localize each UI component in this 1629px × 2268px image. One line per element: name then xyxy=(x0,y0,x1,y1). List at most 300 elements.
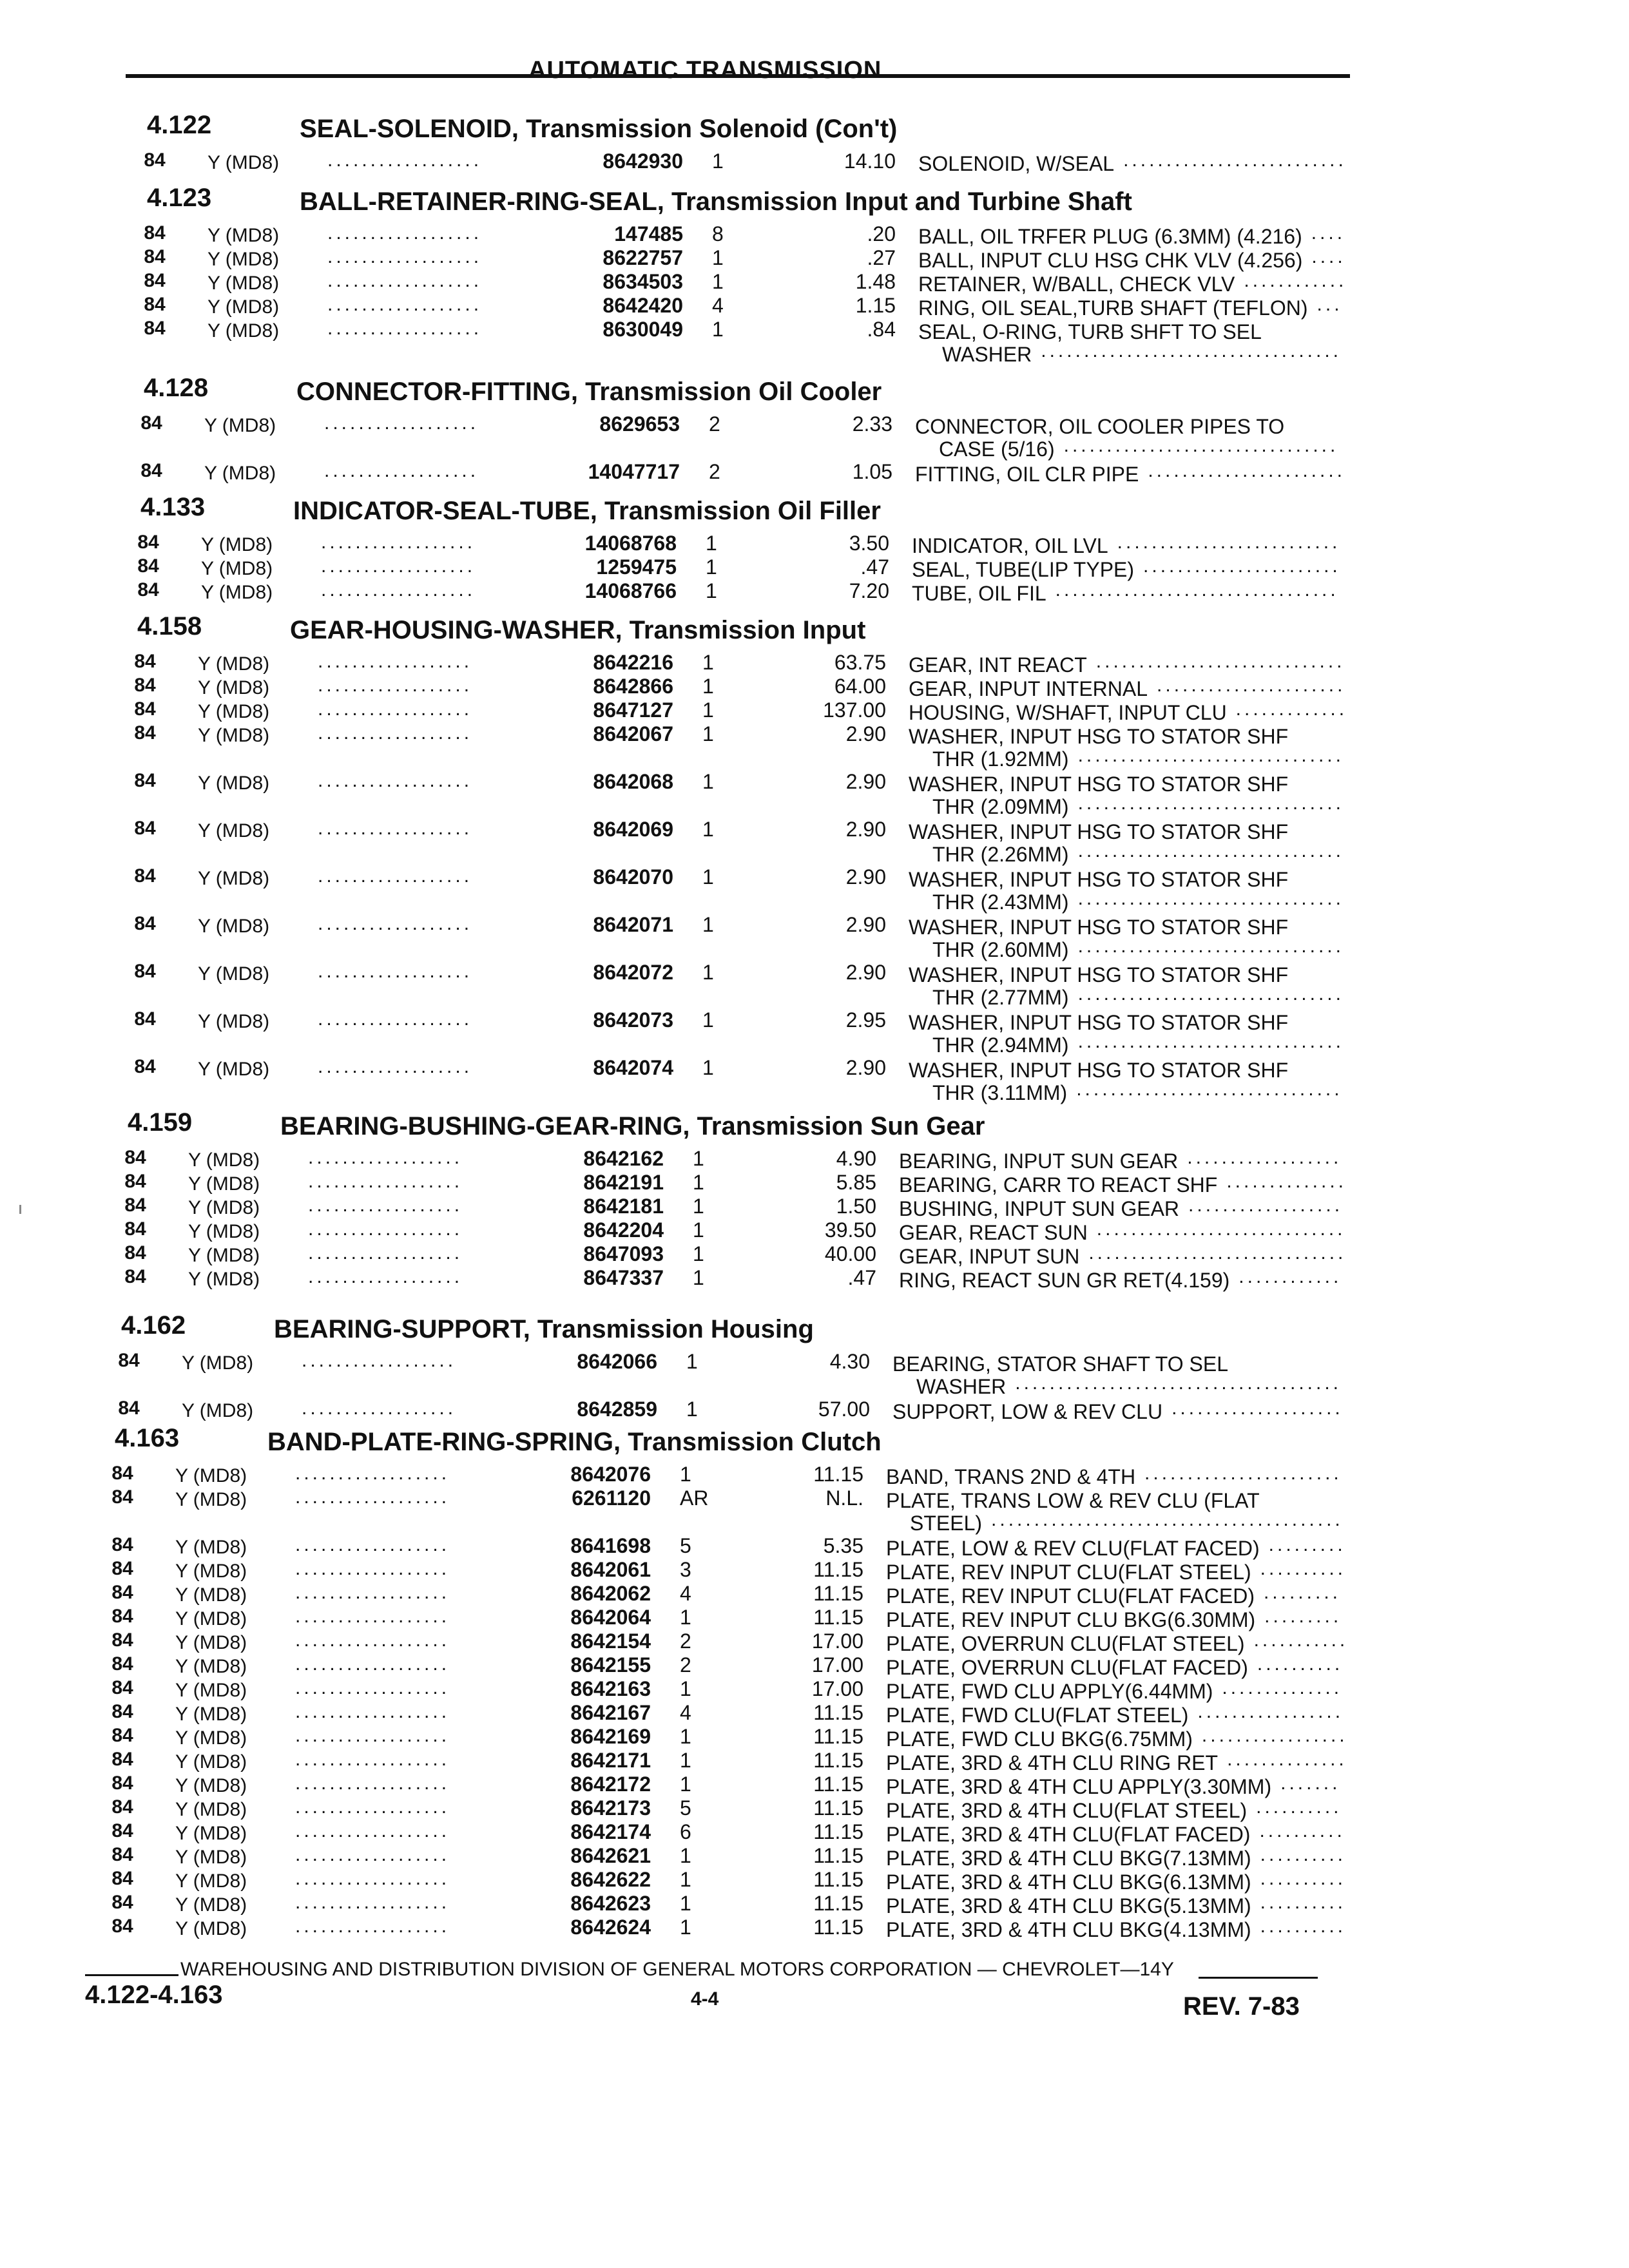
leader-dots: .................. xyxy=(295,1701,450,1722)
part-number: 6261120 xyxy=(572,1486,651,1510)
description-leader-dots: .... xyxy=(1311,246,1346,267)
description-leader-dots: .................. xyxy=(1187,1147,1342,1168)
leader-dots: .................. xyxy=(295,1725,450,1746)
model-year: 84 xyxy=(111,1796,133,1818)
price: 40.00 xyxy=(824,1242,876,1265)
description-leader-dots: .......... xyxy=(1257,1653,1344,1675)
leader-dots: .................. xyxy=(302,1350,457,1371)
description-leader-dots: .......... xyxy=(1260,1558,1347,1579)
model-code: Y (MD8) xyxy=(201,534,273,555)
table-row xyxy=(97,1628,1629,1655)
footer-page-number: 4-4 xyxy=(691,1988,719,2010)
model-year: 84 xyxy=(144,270,166,291)
part-number: 8642420 xyxy=(602,294,683,317)
part-number: 8642172 xyxy=(570,1773,651,1796)
part-number: 8642072 xyxy=(593,961,673,984)
part-number: 14068766 xyxy=(584,579,677,602)
description-leader-dots: ............ xyxy=(1244,270,1347,291)
quantity: 1 xyxy=(702,698,714,722)
parts-section xyxy=(103,1298,1629,1423)
leader-dots: .................. xyxy=(327,294,483,315)
section-header xyxy=(122,480,1629,530)
part-number: 8642204 xyxy=(583,1218,664,1242)
table-row xyxy=(119,864,1629,912)
model-year: 84 xyxy=(134,698,156,720)
part-number: 8647093 xyxy=(583,1242,664,1265)
price: .47 xyxy=(860,555,889,579)
part-description: CONNECTOR, OIL COOLER PIPES TO xyxy=(915,415,1285,438)
part-number: 8642171 xyxy=(570,1749,651,1772)
part-number: 8642621 xyxy=(570,1844,651,1867)
price: 11.15 xyxy=(813,1916,863,1939)
model-code: Y (MD8) xyxy=(204,415,276,436)
model-year: 84 xyxy=(111,1916,133,1937)
part-description-cont: THR (2.94MM) xyxy=(932,1033,1069,1057)
table-row xyxy=(119,649,1629,677)
quantity: 1 xyxy=(693,1147,704,1170)
part-description: PLATE, REV INPUT CLU BKG(6.30MM) xyxy=(886,1608,1256,1631)
parts-section xyxy=(126,361,1629,486)
part-number: 8642070 xyxy=(593,865,673,889)
table-row xyxy=(129,148,1629,175)
quantity: 1 xyxy=(706,555,717,579)
model-year: 84 xyxy=(111,1701,133,1722)
table-row xyxy=(129,293,1629,320)
model-year: 84 xyxy=(134,961,156,982)
model-code: Y (MD8) xyxy=(207,249,280,270)
parts-section xyxy=(110,1095,1629,1292)
part-description: RING, OIL SEAL,TURB SHAFT (TEFLON) xyxy=(918,296,1308,320)
model-code: Y (MD8) xyxy=(175,1561,247,1582)
part-number: 14047717 xyxy=(588,460,680,483)
part-number: 8629653 xyxy=(599,412,680,436)
description-leader-dots: ............................... xyxy=(1076,1079,1343,1100)
quantity: 1 xyxy=(706,532,717,555)
price: 17.00 xyxy=(811,1653,863,1677)
part-description: TUBE, OIL FIL xyxy=(912,582,1046,605)
leader-dots: .................. xyxy=(318,1008,473,1030)
section-number: 4.163 xyxy=(115,1424,180,1452)
part-number: 8642181 xyxy=(583,1195,664,1218)
part-number: 8630049 xyxy=(602,318,683,341)
model-code: Y (MD8) xyxy=(198,677,270,698)
part-description: PLATE, 3RD & 4TH CLU RING RET xyxy=(886,1751,1219,1774)
model-code: Y (MD8) xyxy=(175,1537,247,1558)
price: 2.90 xyxy=(845,961,886,984)
part-description: SEAL, TUBE(LIP TYPE) xyxy=(912,558,1135,581)
price: 7.20 xyxy=(849,579,889,602)
leader-dots: .................. xyxy=(327,318,483,339)
part-description: PLATE, OVERRUN CLU(FLAT FACED) xyxy=(886,1656,1248,1679)
model-code: Y (MD8) xyxy=(207,225,280,246)
model-year: 84 xyxy=(111,1820,133,1841)
price: 2.90 xyxy=(845,913,886,936)
table-row xyxy=(97,1533,1629,1560)
model-code: Y (MD8) xyxy=(175,1894,247,1916)
quantity: 2 xyxy=(680,1653,691,1677)
quantity: 1 xyxy=(680,1773,691,1796)
model-year: 84 xyxy=(118,1350,140,1371)
model-year: 84 xyxy=(111,1463,133,1484)
model-year: 84 xyxy=(137,555,159,577)
part-number: 8642162 xyxy=(583,1147,664,1170)
part-number: 14068768 xyxy=(584,532,677,555)
leader-dots: .................. xyxy=(318,675,473,696)
table-row xyxy=(103,1349,1629,1396)
model-code: Y (MD8) xyxy=(175,1918,247,1939)
part-number: 8642859 xyxy=(577,1398,657,1421)
part-number: 8642071 xyxy=(593,913,673,936)
table-row xyxy=(126,459,1629,486)
quantity: 1 xyxy=(680,1749,691,1772)
part-description-cont: THR (1.92MM) xyxy=(932,747,1069,771)
description-leader-dots: ................. xyxy=(1197,1701,1344,1722)
quantity: 1 xyxy=(693,1266,704,1289)
part-description-cont: WASHER xyxy=(942,343,1032,366)
part-number: 8642163 xyxy=(570,1677,651,1700)
price: 39.50 xyxy=(824,1218,876,1242)
description-leader-dots: ............................... xyxy=(1077,1031,1344,1052)
description-leader-dots: ............................... xyxy=(1077,745,1344,766)
model-year: 84 xyxy=(124,1195,146,1216)
description-leader-dots: ...................... xyxy=(1157,675,1346,696)
quantity: 1 xyxy=(702,1056,714,1079)
table-row xyxy=(119,816,1629,864)
price: 11.15 xyxy=(813,1725,863,1748)
leader-dots: .................. xyxy=(295,1844,450,1865)
leader-dots: .................. xyxy=(295,1463,450,1484)
description-leader-dots: .............. xyxy=(1227,1749,1347,1770)
model-year: 84 xyxy=(124,1218,146,1240)
table-row xyxy=(97,1795,1629,1822)
part-number: 8642191 xyxy=(583,1171,664,1194)
part-description: PLATE, OVERRUN CLU(FLAT STEEL) xyxy=(886,1632,1245,1655)
part-description: PLATE, FWD CLU APPLY(6.44MM) xyxy=(886,1680,1213,1703)
table-row xyxy=(97,1843,1629,1870)
leader-dots: .................. xyxy=(295,1534,450,1555)
model-year: 84 xyxy=(124,1147,146,1168)
part-description: WASHER, INPUT HSG TO STATOR SHF xyxy=(909,868,1289,891)
quantity: 1 xyxy=(686,1398,698,1421)
table-row xyxy=(129,316,1629,364)
quantity: 1 xyxy=(680,1463,691,1486)
model-year: 84 xyxy=(111,1677,133,1698)
price: .47 xyxy=(847,1266,876,1289)
description-leader-dots: .... xyxy=(1311,222,1346,244)
quantity: 1 xyxy=(680,1725,691,1748)
part-description: BAND, TRANS 2ND & 4TH xyxy=(886,1465,1136,1488)
part-number: 8634503 xyxy=(602,270,683,293)
quantity: 1 xyxy=(702,651,714,674)
model-code: Y (MD8) xyxy=(198,1059,270,1080)
part-number: 8642068 xyxy=(593,770,673,793)
leader-dots: .................. xyxy=(295,1606,450,1627)
quantity: 1 xyxy=(680,1844,691,1867)
description-leader-dots: .............. xyxy=(1226,1171,1347,1192)
model-code: Y (MD8) xyxy=(175,1489,247,1510)
model-year: 84 xyxy=(134,651,156,672)
part-description: SEAL, O-RING, TURB SHFT TO SEL xyxy=(918,320,1262,343)
section-number: 4.158 xyxy=(137,612,202,640)
table-row xyxy=(110,1169,1629,1196)
part-description-cont: THR (2.09MM) xyxy=(932,795,1069,818)
model-year: 84 xyxy=(134,818,156,839)
table-row xyxy=(97,1771,1629,1798)
model-year: 84 xyxy=(111,1486,133,1508)
part-description: WASHER, INPUT HSG TO STATOR SHF xyxy=(909,916,1289,939)
part-description: PLATE, FWD CLU BKG(6.75MM) xyxy=(886,1727,1193,1751)
model-year: 84 xyxy=(111,1868,133,1889)
table-row xyxy=(97,1747,1629,1774)
model-year: 84 xyxy=(144,246,166,267)
table-row xyxy=(119,769,1629,816)
section-number: 4.122 xyxy=(147,111,212,139)
quantity: 1 xyxy=(693,1171,704,1194)
model-year: 84 xyxy=(140,460,162,481)
table-row xyxy=(119,912,1629,959)
quantity: 1 xyxy=(702,913,714,936)
price: 11.15 xyxy=(813,1820,863,1843)
model-code: Y (MD8) xyxy=(198,820,270,841)
description-leader-dots: ....... xyxy=(1280,1773,1341,1794)
quantity: 1 xyxy=(693,1242,704,1265)
section-title: BEARING-BUSHING-GEAR-RING, Transmission Sun Gear xyxy=(280,1112,985,1140)
part-description: BEARING, INPUT SUN GEAR xyxy=(899,1149,1179,1173)
leader-dots: .................. xyxy=(295,1629,450,1651)
table-row xyxy=(97,1676,1629,1703)
model-year: 84 xyxy=(140,412,162,434)
model-year: 84 xyxy=(144,294,166,315)
model-code: Y (MD8) xyxy=(198,916,270,937)
description-leader-dots: ............. xyxy=(1235,698,1348,720)
part-number: 8642216 xyxy=(593,651,673,674)
quantity: 1 xyxy=(702,770,714,793)
footer-rule-left xyxy=(85,1974,178,1976)
table-row xyxy=(122,578,1629,605)
price: 17.00 xyxy=(811,1677,863,1700)
model-code: Y (MD8) xyxy=(188,1221,260,1242)
leader-dots: .................. xyxy=(318,722,473,744)
section-title: BAND-PLATE-RING-SPRING, Transmission Clutch xyxy=(267,1428,882,1456)
part-description: RING, REACT SUN GR RET(4.159) xyxy=(899,1269,1230,1292)
part-description: INDICATOR, OIL LVL xyxy=(912,534,1108,557)
page-title: AUTOMATIC TRANSMISSION xyxy=(528,57,882,84)
model-code: Y (MD8) xyxy=(207,273,280,294)
price: 2.33 xyxy=(852,412,892,436)
quantity: 1 xyxy=(712,246,724,269)
table-row xyxy=(110,1193,1629,1220)
description-leader-dots: .................... xyxy=(1171,1398,1344,1419)
leader-dots: .................. xyxy=(327,149,483,171)
model-code: Y (MD8) xyxy=(175,1608,247,1629)
table-row xyxy=(97,1867,1629,1894)
table-row xyxy=(97,1724,1629,1751)
footer-division-text: WAREHOUSING AND DISTRIBUTION DIVISION OF GENERAL MOTORS CORPORATION — CHEVROLET—14Y xyxy=(180,1959,1174,1980)
model-code: Y (MD8) xyxy=(201,558,273,579)
part-description: WASHER, INPUT HSG TO STATOR SHF xyxy=(909,1059,1289,1082)
model-code: Y (MD8) xyxy=(182,1400,254,1421)
quantity: 1 xyxy=(712,149,724,173)
part-number: 8642623 xyxy=(570,1892,651,1915)
leader-dots: .................. xyxy=(308,1242,463,1264)
table-row xyxy=(97,1914,1629,1941)
part-description: GEAR, INPUT SUN xyxy=(899,1245,1080,1268)
model-year: 84 xyxy=(124,1242,146,1264)
model-code: Y (MD8) xyxy=(175,1751,247,1773)
section-title: BALL-RETAINER-RING-SEAL, Transmission Input and Turbine Shaft xyxy=(300,187,1132,216)
description-leader-dots: ............................... xyxy=(1077,936,1344,957)
part-description: SOLENOID, W/SEAL xyxy=(918,152,1115,175)
model-year: 84 xyxy=(111,1653,133,1675)
quantity: 2 xyxy=(709,412,720,436)
quantity: 1 xyxy=(680,1892,691,1915)
quantity: 2 xyxy=(680,1629,691,1653)
quantity: 1 xyxy=(712,270,724,293)
part-description: WASHER, INPUT HSG TO STATOR SHF xyxy=(909,725,1289,748)
part-description: GEAR, REACT SUN xyxy=(899,1221,1088,1244)
model-code: Y (MD8) xyxy=(201,582,273,603)
margin-mark xyxy=(19,1205,21,1214)
table-row xyxy=(97,1819,1629,1846)
model-year: 84 xyxy=(137,532,159,553)
part-number: 8641698 xyxy=(570,1534,651,1557)
price: 4.30 xyxy=(829,1350,870,1373)
part-number: 8642174 xyxy=(570,1820,651,1843)
part-description-cont: THR (2.43MM) xyxy=(932,890,1069,914)
parts-section xyxy=(129,98,1629,175)
part-description: BALL, OIL TRFER PLUG (6.3MM) (4.216) xyxy=(918,225,1302,248)
description-leader-dots: .................. xyxy=(1188,1195,1344,1216)
table-row xyxy=(119,721,1629,769)
leader-dots: .................. xyxy=(321,579,476,601)
leader-dots: .................. xyxy=(295,1916,450,1937)
price: 3.50 xyxy=(849,532,889,555)
table-row xyxy=(97,1604,1629,1631)
price: 11.15 xyxy=(813,1749,863,1772)
leader-dots: .................. xyxy=(295,1582,450,1603)
part-number: 8642167 xyxy=(570,1701,651,1724)
model-year: 84 xyxy=(111,1558,133,1579)
leader-dots: .................. xyxy=(308,1218,463,1240)
part-description-cont: THR (2.60MM) xyxy=(932,938,1069,961)
leader-dots: .................. xyxy=(318,865,473,887)
price: 11.15 xyxy=(813,1844,863,1867)
price: .27 xyxy=(867,246,896,269)
description-leader-dots: ............................... xyxy=(1077,983,1344,1004)
part-description: PLATE, 3RD & 4TH CLU APPLY(3.30MM) xyxy=(886,1775,1272,1798)
leader-dots: .................. xyxy=(324,460,479,481)
part-description: PLATE, 3RD & 4TH CLU BKG(5.13MM) xyxy=(886,1894,1251,1917)
section-header xyxy=(97,1411,1629,1461)
quantity: 1 xyxy=(680,1916,691,1939)
part-description: PLATE, 3RD & 4TH CLU BKG(6.13MM) xyxy=(886,1870,1251,1894)
model-year: 84 xyxy=(111,1892,133,1913)
part-number: 8622757 xyxy=(602,246,683,269)
quantity: 8 xyxy=(712,222,724,245)
part-number: 8642173 xyxy=(570,1796,651,1820)
leader-dots: .................. xyxy=(318,913,473,934)
part-description: PLATE, 3RD & 4TH CLU(FLAT FACED) xyxy=(886,1823,1251,1846)
leader-dots: .................. xyxy=(327,222,483,244)
section-header xyxy=(129,98,1629,148)
model-code: Y (MD8) xyxy=(175,1775,247,1796)
quantity: 1 xyxy=(693,1218,704,1242)
model-code: Y (MD8) xyxy=(175,1656,247,1677)
description-leader-dots: .......... xyxy=(1260,1892,1347,1913)
quantity: 1 xyxy=(702,722,714,745)
description-leader-dots: .......... xyxy=(1260,1868,1347,1889)
part-number: 8642061 xyxy=(570,1558,651,1581)
model-code: Y (MD8) xyxy=(198,701,270,722)
table-row xyxy=(122,530,1629,557)
part-description-cont: THR (2.77MM) xyxy=(932,986,1069,1009)
model-code: Y (MD8) xyxy=(188,1197,260,1218)
price: 2.90 xyxy=(845,1056,886,1079)
part-description: PLATE, FWD CLU(FLAT STEEL) xyxy=(886,1704,1189,1727)
description-leader-dots: ......................................... xyxy=(991,1509,1344,1530)
description-leader-dots: ................. xyxy=(1201,1725,1348,1746)
model-year: 84 xyxy=(144,222,166,244)
description-leader-dots: .......... xyxy=(1259,1820,1345,1841)
price: 1.15 xyxy=(855,294,896,317)
price: .84 xyxy=(867,318,896,341)
part-number: 8647337 xyxy=(583,1266,664,1289)
model-code: Y (MD8) xyxy=(175,1727,247,1749)
table-row xyxy=(119,697,1629,724)
model-code: Y (MD8) xyxy=(175,1465,247,1486)
model-code: Y (MD8) xyxy=(198,773,270,794)
section-number: 4.128 xyxy=(144,374,209,402)
price: 63.75 xyxy=(834,651,886,674)
description-leader-dots: ............................. xyxy=(1096,1218,1346,1240)
part-description: SUPPORT, LOW & REV CLU xyxy=(892,1400,1163,1423)
parts-section xyxy=(97,1411,1629,1941)
table-row xyxy=(97,1581,1629,1608)
price: 11.15 xyxy=(813,1558,863,1581)
model-code: Y (MD8) xyxy=(188,1269,260,1290)
parts-section xyxy=(119,599,1629,1102)
model-year: 84 xyxy=(111,1773,133,1794)
leader-dots: .................. xyxy=(308,1266,463,1287)
price: 5.85 xyxy=(836,1171,876,1194)
model-year: 84 xyxy=(111,1582,133,1603)
section-header xyxy=(119,599,1629,649)
model-code: Y (MD8) xyxy=(188,1149,260,1171)
model-code: Y (MD8) xyxy=(198,653,270,675)
quantity: 1 xyxy=(702,675,714,698)
model-year: 84 xyxy=(118,1398,140,1419)
part-description: WASHER, INPUT HSG TO STATOR SHF xyxy=(909,963,1289,986)
description-leader-dots: ......... xyxy=(1263,1582,1341,1603)
parts-section xyxy=(129,171,1629,364)
part-description-cont: WASHER xyxy=(916,1375,1007,1398)
model-code: Y (MD8) xyxy=(182,1352,254,1374)
price: N.L. xyxy=(825,1486,863,1510)
model-code: Y (MD8) xyxy=(175,1799,247,1820)
price: 11.15 xyxy=(813,1868,863,1891)
price: 2.90 xyxy=(845,722,886,745)
part-description: RETAINER, W/BALL, CHECK VLV xyxy=(918,273,1235,296)
table-row xyxy=(122,554,1629,581)
price: 4.90 xyxy=(836,1147,876,1170)
quantity: 1 xyxy=(680,1677,691,1700)
model-code: Y (MD8) xyxy=(198,963,270,985)
part-description: BUSHING, INPUT SUN GEAR xyxy=(899,1197,1180,1220)
quantity: 1 xyxy=(680,1868,691,1891)
price: 1.05 xyxy=(852,460,892,483)
model-year: 84 xyxy=(134,722,156,744)
quantity: 3 xyxy=(680,1558,691,1581)
